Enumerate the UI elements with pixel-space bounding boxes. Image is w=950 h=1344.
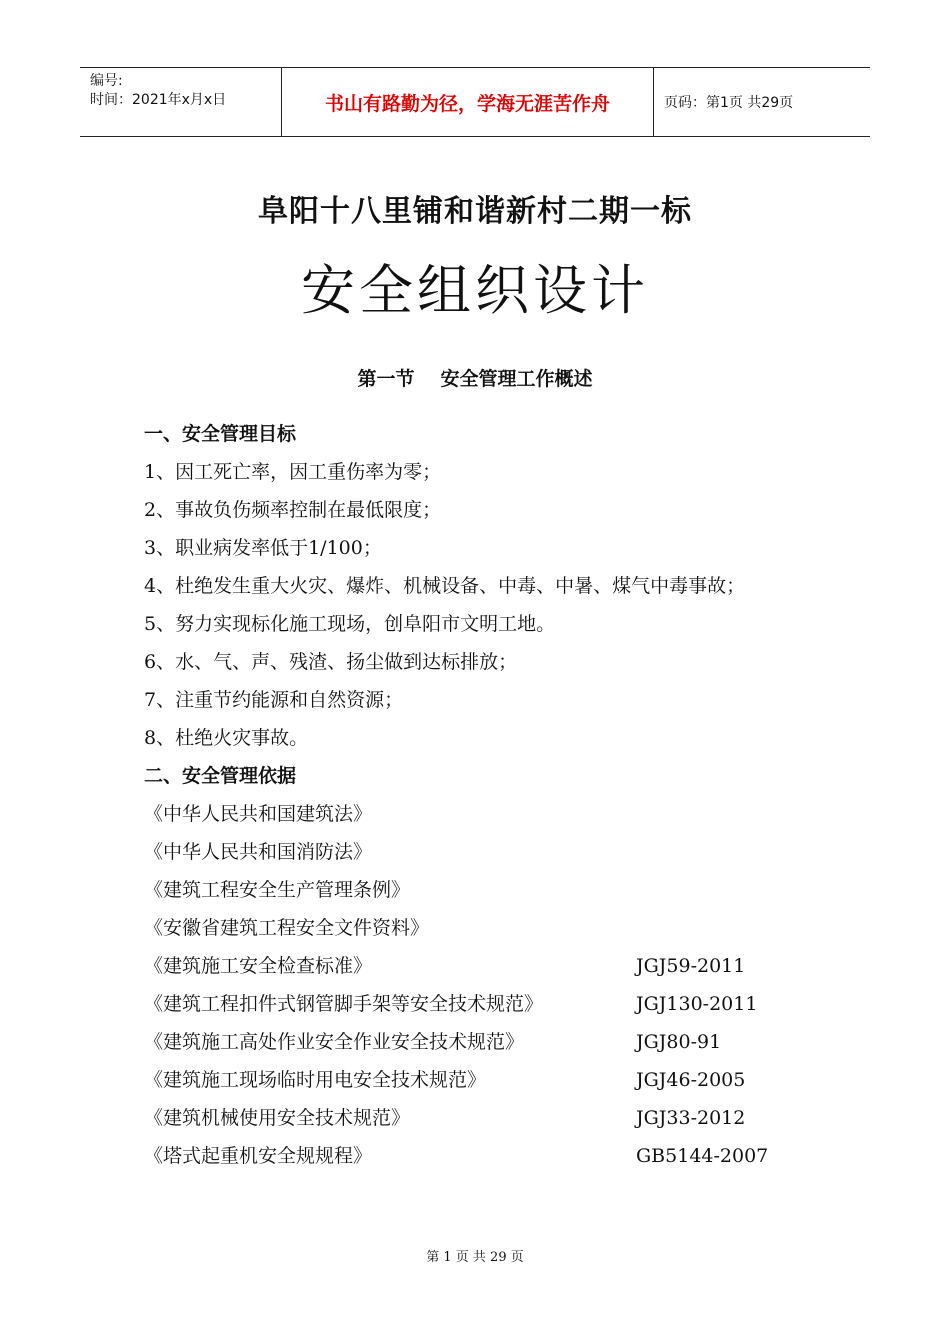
- reference-name: 《中华人民共和国消防法》: [144, 841, 373, 863]
- list-item: 8、杜绝火灾事故。: [144, 727, 309, 749]
- reference-name: 《建筑机械使用安全技术规范》: [144, 1107, 411, 1129]
- targets-heading: 一、安全管理目标: [144, 423, 297, 445]
- basis-heading: 二、安全管理依据: [144, 765, 297, 787]
- reference-name: 《建筑工程安全生产管理条例》: [144, 879, 411, 901]
- number-label: 编号:: [90, 73, 123, 89]
- header-info: [80, 68, 282, 136]
- list-item: 1、因工死亡率，因工重伤率为零；: [144, 461, 442, 483]
- reference-item: [144, 795, 824, 833]
- reference-item: [144, 1099, 824, 1137]
- reference-code: JGJ80-91: [636, 1031, 722, 1053]
- reference-code: GB5144-2007: [636, 1145, 769, 1167]
- date-label: 时间：2021年x月x日: [90, 92, 227, 108]
- document-title: 安全组织设计: [301, 259, 649, 322]
- page-header: [80, 67, 870, 137]
- document-body: [144, 415, 824, 1175]
- reference-item: [144, 1023, 824, 1061]
- reference-name: 《建筑施工安全检查标准》: [144, 955, 373, 977]
- reference-item: [144, 1061, 824, 1099]
- project-title: 阜阳十八里铺和谐新村二期一标: [258, 194, 692, 229]
- section-number: 第一节: [357, 368, 415, 390]
- reference-item: [144, 985, 824, 1023]
- list-item: 2、事故负伤频率控制在最低限度；: [144, 499, 442, 521]
- list-item: 3、职业病发率低于1/100；: [144, 537, 382, 559]
- reference-item: [144, 947, 824, 985]
- reference-name: 《建筑施工高处作业安全作业安全技术规范》: [144, 1031, 525, 1053]
- reference-item: [144, 1137, 824, 1175]
- reference-code: JGJ59-2011: [636, 955, 746, 977]
- header-page-info: 页码：第1页 共29页: [664, 95, 794, 111]
- reference-name: 《安徽省建筑工程安全文件资料》: [144, 917, 430, 939]
- header-motto: 书山有路勤为径，学海无涯苦作舟: [282, 68, 654, 136]
- reference-name: 《建筑施工现场临时用电安全技术规范》: [144, 1069, 487, 1091]
- reference-item: [144, 909, 824, 947]
- reference-name: 《建筑工程扣件式钢管脚手架等安全技术规范》: [144, 993, 544, 1015]
- reference-name: 《中华人民共和国建筑法》: [144, 803, 373, 825]
- list-item: 7、注重节约能源和自然资源；: [144, 689, 404, 711]
- reference-code: JGJ46-2005: [636, 1069, 746, 1091]
- list-item: 5、努力实现标化施工现场，创阜阳市文明工地。: [144, 613, 556, 635]
- section-name: 安全管理工作概述: [440, 368, 593, 390]
- section-title: [0, 364, 950, 391]
- list-item: 6、水、气、声、残渣、扬尘做到达标排放；: [144, 651, 518, 673]
- reference-item: [144, 871, 824, 909]
- reference-code: JGJ33-2012: [636, 1107, 746, 1129]
- reference-code: JGJ130-2011: [636, 993, 758, 1015]
- page-footer: 第 1 页 共 29 页: [426, 1250, 524, 1265]
- reference-item: [144, 833, 824, 871]
- list-item: 4、杜绝发生重大火灾、爆炸、机械设备、中毒、中暑、煤气中毒事故；: [144, 575, 746, 597]
- reference-name: 《塔式起重机安全规规程》: [144, 1145, 373, 1167]
